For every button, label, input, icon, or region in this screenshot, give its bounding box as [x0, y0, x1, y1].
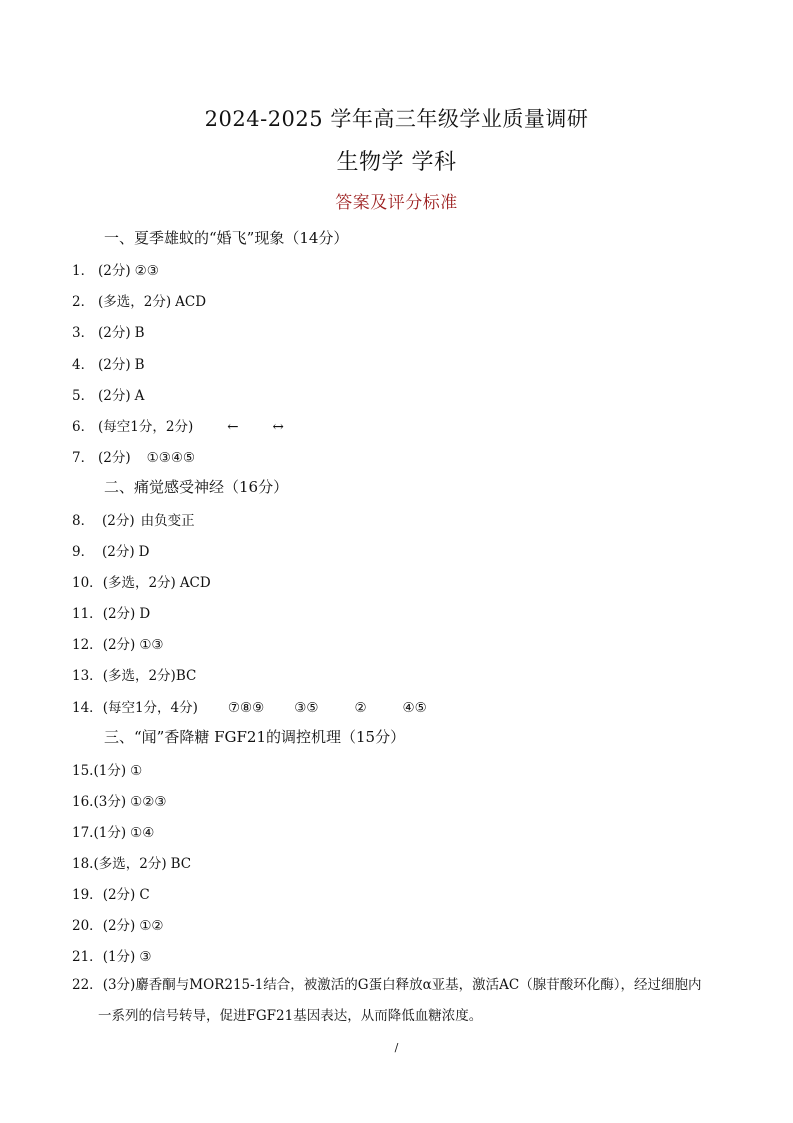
answer-row — [72, 852, 191, 872]
section-heading-1: 一、夏季雄蚊的“婚飞”现象（14分） — [104, 229, 349, 247]
score-note: (每空1分，2分) — [98, 419, 194, 435]
question-number: 2． — [72, 294, 95, 310]
answer: ACD — [179, 575, 211, 591]
answer-row — [72, 540, 149, 560]
answer: B — [134, 325, 145, 341]
answer-part: ② — [354, 700, 367, 716]
answer-row — [72, 384, 144, 404]
score-note: (1分) — [93, 763, 127, 779]
answer: BC — [175, 668, 197, 684]
answer-text-line-1: 麝香酮与MOR215-1结合，被激活的G蛋白释放α亚基，激活AC（腺苷酸环化酶），经过细胞内 — [135, 977, 702, 993]
answer-row — [72, 509, 195, 529]
score-note: (2分) — [98, 325, 131, 341]
question-number: 13． — [72, 668, 103, 684]
question-number: 16. — [72, 794, 94, 810]
answer-row — [72, 883, 150, 903]
question-number: 15. — [72, 763, 94, 779]
answer-row — [72, 571, 211, 591]
answer-row — [72, 290, 206, 310]
answer-row — [72, 759, 142, 779]
question-number: 3． — [72, 325, 95, 341]
answer: ①③ — [139, 637, 164, 653]
answer: ①③④⑤ — [146, 450, 196, 466]
question-number: 12． — [72, 637, 103, 653]
score-note: (2分) — [102, 887, 136, 903]
answer-row — [72, 945, 151, 965]
answer: B — [134, 357, 145, 373]
score-note: (2分) — [102, 544, 135, 560]
answer-row — [72, 602, 150, 622]
question-number: 4． — [72, 357, 95, 373]
answer: ① — [130, 763, 143, 779]
question-number: 22． — [72, 977, 103, 993]
answer-part: ← — [227, 419, 239, 435]
answer: 由负变正 — [140, 513, 195, 529]
score-note: (2分) — [102, 606, 136, 622]
answer-row — [72, 353, 145, 373]
score-note: (3分) — [93, 794, 127, 810]
answer: A — [134, 388, 145, 404]
document-title: 2024-2025 学年高三年级学业质量调研 — [204, 107, 589, 131]
answer-part: ③⑤ — [294, 700, 319, 716]
question-number: 14． — [72, 700, 103, 716]
answer-paragraph — [72, 970, 732, 1032]
answer-row — [72, 790, 166, 810]
question-number: 19． — [72, 887, 103, 903]
score-note: (多选，2分) — [102, 575, 176, 591]
answer-row — [72, 914, 164, 934]
answer: ③ — [139, 949, 152, 965]
answer-row — [72, 821, 154, 841]
answer-row — [72, 446, 195, 466]
section-heading-2: 二、痛觉感受神经（16分） — [104, 478, 289, 496]
answer-part: ⑦⑧⑨ — [227, 700, 265, 716]
answer: D — [138, 544, 150, 560]
score-note: (多选，2分) — [102, 668, 176, 684]
question-number: 5． — [72, 388, 95, 404]
answer-row — [72, 664, 196, 684]
answer: BC — [170, 856, 192, 872]
question-number: 20． — [72, 918, 103, 934]
score-note: (3分) — [102, 977, 136, 993]
question-number: 6． — [72, 419, 95, 435]
question-number: 8． — [72, 513, 95, 529]
answer: C — [139, 887, 150, 903]
score-note: (多选，2分) — [93, 856, 167, 872]
answer: ①② — [139, 918, 164, 934]
answer-row — [72, 321, 145, 341]
answer-row — [72, 696, 427, 716]
answer-row — [72, 415, 284, 435]
answer-part: ④⑤ — [402, 700, 427, 716]
question-number: 18. — [72, 856, 94, 872]
question-number: 17. — [72, 825, 94, 841]
answer-row — [72, 259, 159, 279]
score-note: (2分) — [98, 388, 131, 404]
answer-text-line-2: 一系列的信号转导，促进FGF21基因表达，从而降低血糖浓度。 — [98, 1008, 483, 1024]
subtitle: 答案及评分标准 — [335, 193, 458, 213]
score-note: (2分) — [98, 450, 131, 466]
answer: ②③ — [134, 263, 159, 279]
score-note: (1分) — [93, 825, 127, 841]
question-number: 7． — [72, 450, 95, 466]
score-note: (2分) — [102, 513, 135, 529]
score-note: (1分) — [102, 949, 136, 965]
answer: ①②③ — [130, 794, 167, 810]
question-number: 10． — [72, 575, 103, 591]
question-number: 21． — [72, 949, 103, 965]
score-note: (2分) — [102, 918, 136, 934]
answer-part: ↔ — [272, 419, 284, 435]
question-number: 1． — [72, 263, 95, 279]
answer: ACD — [175, 294, 207, 310]
score-note: (多选，2分) — [98, 294, 172, 310]
score-note: (2分) — [98, 263, 131, 279]
score-note: (2分) — [102, 637, 136, 653]
subject-title: 生物学 学科 — [336, 150, 457, 175]
answer-row — [72, 633, 164, 653]
answer: ①④ — [130, 825, 155, 841]
score-note: (2分) — [98, 357, 131, 373]
section-heading-3: 三、“闻”香降糖 FGF21的调控机理（15分） — [104, 728, 406, 746]
page-number: / — [394, 1041, 399, 1054]
answer: D — [139, 606, 151, 622]
question-number: 9． — [72, 544, 95, 560]
question-number: 11． — [72, 606, 103, 622]
score-note: (每空1分，4分) — [102, 700, 198, 716]
